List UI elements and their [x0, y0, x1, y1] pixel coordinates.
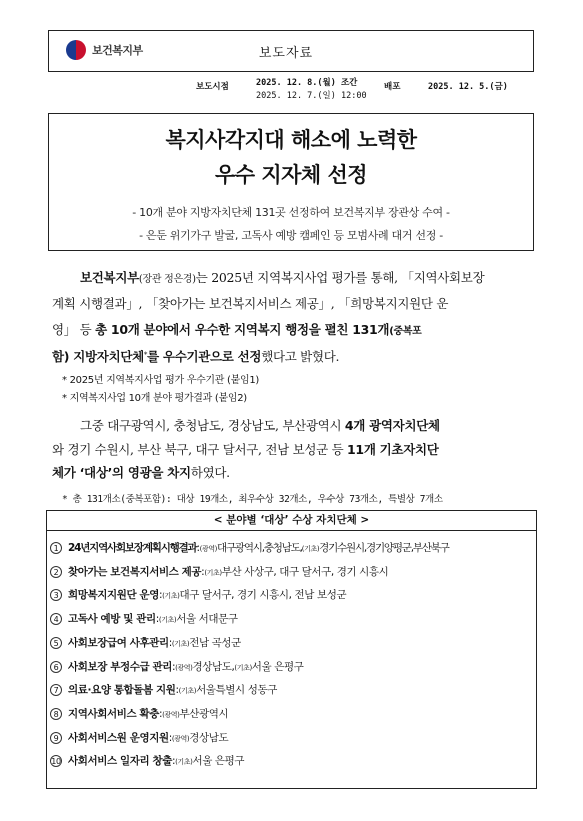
para1-line2: 계획 시행결과」, 「찾아가는 보건복지서비스 제공」, 「희망복지지원단 운: [52, 296, 449, 311]
item-label: 사회보장급여 사후관리: [68, 636, 169, 649]
item-winners: 부산광역시: [179, 707, 229, 720]
item-number: 5: [50, 637, 62, 649]
footnote: * 총 131개소(중복포함): 대상 19개소, 최우수상 32개소, 우수상 73개소, 특별상 7개소: [62, 494, 443, 505]
item-scope: (광역): [199, 545, 218, 553]
para2-line2: 와 경기 수원시, 부산 북구, 대구 달서구, 전남 보성군 등 11개 기초자치단: [52, 442, 439, 457]
item-number: 10: [51, 757, 61, 767]
item-label: 고독사 예방 및 관리: [68, 613, 156, 626]
ministry-name: 보건복지부: [92, 44, 143, 57]
item-scope: (광역): [162, 710, 180, 719]
para2-line3: 체가 ‘대상’의 영광을 차지하였다.: [52, 465, 230, 480]
title-line-1: 복지사각지대 해소에 노력한: [165, 128, 417, 152]
distribution-label: 배포: [384, 82, 401, 92]
item-winners: 서울특별시 성동구: [196, 684, 277, 697]
item-winners: 경상남도: [189, 731, 229, 744]
item-label: 의료·요양 통합돌봄 지원: [68, 684, 176, 697]
item-winners: 경기수원시,경기양평군,부산북구: [319, 542, 449, 554]
award-item: [50, 659, 303, 674]
item-number: 8: [50, 708, 62, 720]
award-item: [50, 730, 228, 745]
item-winners: 대구광역시,충청남도,: [217, 542, 302, 554]
item-scope: (기초): [171, 639, 190, 648]
award-item: [50, 564, 388, 579]
item-separator: :: [171, 755, 176, 768]
release-date: 2025. 12. 8.(월) 조간: [256, 78, 358, 88]
item-scope: (기초): [178, 687, 197, 696]
item-number: 2: [50, 566, 62, 578]
award-item: [50, 635, 241, 650]
item-label: 사회서비스원 운영지원: [68, 731, 169, 744]
item-number: 9: [50, 732, 62, 744]
award-item: [50, 753, 244, 768]
award-list-heading: < 분야별 ‘대상’ 수상 자치단체 >: [46, 510, 537, 531]
note-2: * 지역복지사업 10개 분야 평가결과 (붙임2): [62, 393, 247, 404]
para1-line4: 함) 지방자치단체*를 우수기관으로 선정했다고 밝혔다.: [52, 349, 340, 364]
award-item: [50, 611, 238, 626]
item-separator: :: [168, 731, 172, 744]
distribution-date: 2025. 12. 5.(금): [428, 82, 508, 92]
item-scope: (광역): [175, 663, 193, 672]
para1-line1: 보건복지부(장관 정은경)는 2025년 지역복지사업 평가를 통해, 「지역사회보장: [80, 270, 485, 285]
item-separator: :: [196, 542, 200, 554]
item-number: 7: [50, 684, 62, 696]
award-item: [50, 682, 277, 697]
item-number: 6: [50, 661, 62, 673]
item-scope: (기초): [234, 663, 252, 672]
item-separator: :: [168, 636, 172, 649]
note-1: * 2025년 지역복지사업 평가 우수기관 (붙임1): [62, 375, 260, 386]
award-item: [50, 587, 346, 602]
item-scope: (기초): [175, 758, 193, 767]
item-winners: 서울 서대문구: [176, 613, 238, 626]
item-winners: 부산 사상구, 대구 달서구, 경기 시흥시: [221, 565, 389, 578]
item-number: 3: [50, 589, 62, 601]
item-label: 24년지역사회보장계획시행결과: [68, 542, 197, 554]
doc-type: 보도자료: [258, 46, 314, 61]
release-online: 2025. 12. 7.(일) 12:00: [256, 91, 367, 101]
item-separator: :: [155, 613, 159, 626]
item-scope: (기초): [158, 616, 177, 625]
item-label: 사회보장 부정수급 관리: [68, 660, 172, 673]
award-item: [50, 706, 228, 721]
subtitle-2: - 은둔 위기가구 발굴, 고독사 예방 캠페인 등 모범사례 대거 선정 -: [139, 229, 443, 242]
item-scope: (광역): [171, 734, 190, 743]
item-scope: (기초): [301, 545, 320, 553]
item-winners: 경상남도,: [192, 660, 235, 673]
ministry-logo: [66, 38, 186, 62]
item-scope: (기초): [162, 592, 180, 601]
title-line-2: 우수 지자체 선정: [214, 163, 368, 187]
item-label: 지역사회서비스 확충: [68, 707, 159, 720]
item-label: 사회서비스 일자리 창출: [68, 755, 172, 768]
item-label: 희망복지지원단 운영: [68, 589, 159, 602]
taegeuk-icon: [66, 40, 86, 60]
item-number: 4: [50, 613, 62, 625]
para2-line1: 그중 대구광역시, 충청남도, 경상남도, 부산광역시 4개 광역자치단체: [80, 418, 440, 433]
item-winners: 서울 은평구: [192, 755, 245, 768]
para1-line3: 영」 등 총 10개 분야에서 우수한 지역복지 행정을 펼친 131개(중복포: [52, 322, 422, 337]
item-label: 찾아가는 보건복지서비스 제공: [68, 565, 202, 578]
item-winners: 전남 곡성군: [189, 636, 241, 649]
item-separator: :: [171, 660, 176, 673]
item-winners: 대구 달서구, 경기 시흥시, 전남 보성군: [179, 589, 347, 602]
item-separator: :: [158, 589, 163, 602]
release-label: 보도시점: [196, 82, 229, 92]
award-item: [50, 540, 449, 555]
item-number: 1: [50, 542, 62, 554]
item-separator: :: [201, 565, 205, 578]
subtitle-1: - 10개 분야 지방자치단체 131곳 선정하여 보건복지부 장관상 수여 -: [132, 206, 450, 219]
item-separator: :: [175, 684, 179, 697]
item-winners: 서울 은평구: [251, 660, 304, 673]
item-separator: :: [158, 707, 163, 720]
item-scope: (기초): [204, 568, 222, 577]
